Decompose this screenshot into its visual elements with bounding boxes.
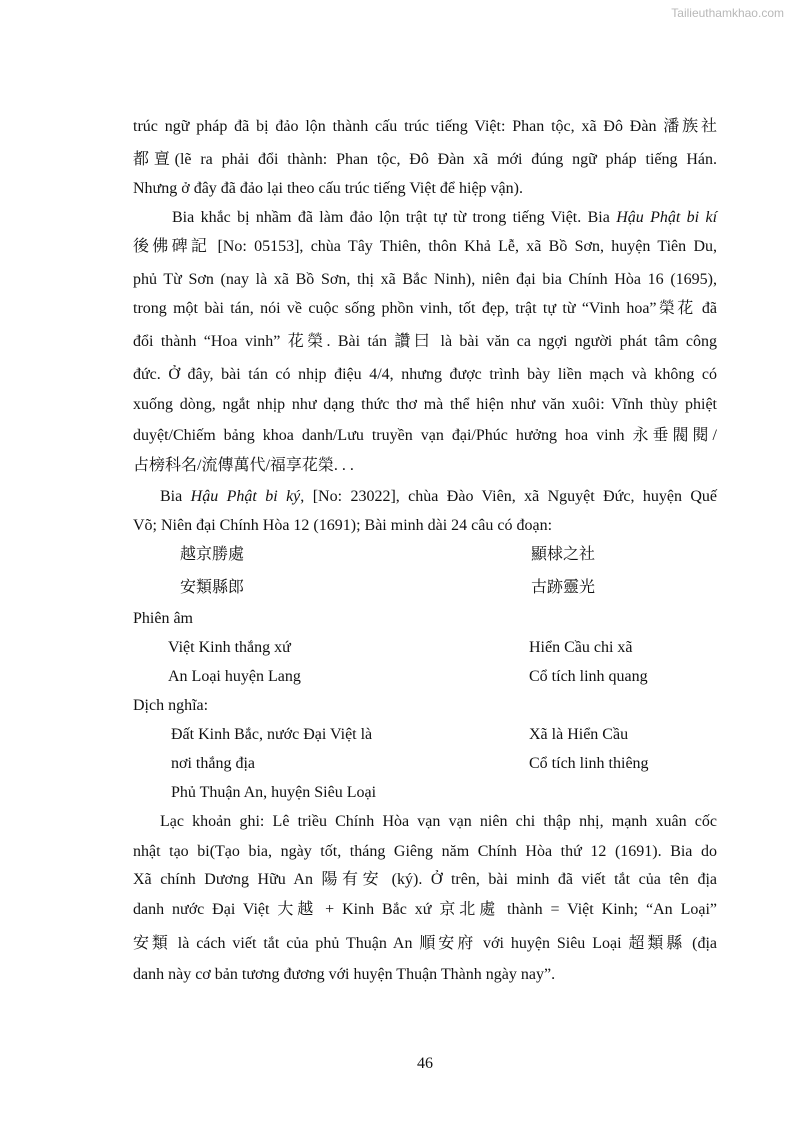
text-line: [133, 149, 717, 171]
text-segment: Lạc khoản ghi: Lê triều Chính Hòa vạn vạn niên chi thập nhị, mạnh xuân cốc: [160, 813, 717, 830]
text-segment: 安類縣郎: [180, 579, 245, 596]
text-segment: trong một bài tán, nói về cuộc sống phồn vinh, tốt đẹp, trật tự từ “Vinh hoa”榮花 đã: [133, 300, 717, 317]
text-line: [133, 236, 717, 258]
verse-left: [180, 577, 244, 599]
verse-right: 顯梂之社: [531, 546, 596, 563]
text-line: [133, 933, 717, 955]
text-segment: An Loại huyện Lang: [168, 668, 301, 685]
verse-left: [180, 544, 244, 566]
verse-right: Cổ tích linh thiêng: [529, 755, 649, 772]
text-line: [160, 811, 717, 833]
text-segment: danh nước Đại Việt 大越 + Kinh Bắc xứ 京北處 thành = Việt Kinh; “An Loại”: [133, 901, 717, 918]
text-line: [133, 695, 208, 717]
verse-right: Xã là Hiển Cầu: [529, 726, 629, 743]
text-segment: danh này cơ bản tương đương với huyện Thuận Thành ngày nay”.: [133, 966, 556, 983]
verse-left: [168, 666, 301, 688]
text-segment: Xã chính Dương Hữu An 陽有安 (ký). Ở trên, bài minh đã viết tắt của tên địa: [133, 871, 717, 888]
text-segment: Bia: [160, 488, 191, 505]
text-line: [133, 899, 717, 921]
text-line: [133, 331, 717, 353]
text-line: [133, 964, 555, 986]
text-line: [133, 869, 717, 891]
text-segment: đức. Ở đây, bài tán có nhịp điệu 4/4, nhưng được trình bày liền mạch và không có: [133, 366, 717, 383]
text-segment: Phủ Thuận An, huyện Siêu Loại: [171, 784, 377, 801]
text-segment: , [No: 23022], chùa Đào Viên, xã Nguyệt Đức, huyện Quế: [300, 488, 718, 505]
text-line: [133, 425, 717, 447]
verse-left: [168, 637, 291, 659]
text-line: [133, 515, 552, 537]
text-segment: Võ; Niên đại Chính Hòa 12 (1691); Bài minh dài 24 câu có đoạn:: [133, 517, 553, 534]
text-segment: nơi thắng địa: [171, 755, 255, 772]
text-segment: nhật tạo bi(Tạo bia, ngày tốt, tháng Giêng năm Chính Hòa thứ 12 (1691). Bia do: [133, 843, 717, 860]
text-segment: Việt Kinh thắng xứ: [168, 639, 291, 656]
text-segment: Nhưng ở đây đã đảo lại theo cấu trúc tiếng Việt để hiệp vận).: [133, 180, 523, 197]
text-segment: phủ Từ Sơn (nay là xã Bồ Sơn, thị xã Bắc Ninh), niên đại bia Chính Hòa 16 (1695),: [133, 271, 717, 288]
text-segment: Dịch nghĩa:: [133, 697, 209, 714]
text-line: [171, 782, 376, 804]
text-line: [133, 608, 193, 630]
text-segment: duyệt/Chiếm bảng khoa danh/Lưu truyền vạn đại/Phúc hưởng hoa vinh 永垂閥閱/: [133, 427, 717, 444]
text-segment: đổi thành “Hoa vinh” 花榮. Bài tán 讚曰 là bài văn ca ngợi người phát tâm công: [133, 333, 717, 350]
text-segment: 占榜科名/流傳萬代/福享花榮. . .: [133, 457, 354, 474]
text-line: [133, 298, 717, 320]
text-segment: 安類 là cách viết tắt của phủ Thuận An 順安府 với huyện Siêu Loại 超類縣 (địa: [133, 935, 717, 952]
text-line: [133, 269, 717, 291]
text-segment: Đất Kinh Bắc, nước Đại Việt là: [171, 726, 373, 743]
text-line: [133, 116, 717, 138]
watermark: Tailieuthamkhao.com: [671, 6, 784, 20]
verse-right: 古跡靈光: [531, 579, 596, 596]
text-line: [133, 841, 717, 863]
text-segment: Bia khắc bị nhầm đã làm đảo lộn trật tự từ trong tiếng Việt. Bia: [172, 209, 617, 226]
text-segment: 都亶(lẽ ra phải đổi thành: Phan tộc, Đô Đàn xã mới đúng ngữ pháp tiếng Hán.: [133, 151, 717, 168]
text-segment: xuống dòng, ngắt nhịp như dạng thức thơ mà thể hiện như văn xuôi: Vĩnh thùy phiệt: [133, 396, 717, 413]
verse-right: Cổ tích linh quang: [529, 668, 648, 685]
text-line: [133, 455, 354, 477]
verse-right: Hiển Cầu chi xã: [529, 639, 633, 656]
text-line: [160, 486, 717, 508]
text-line: [133, 394, 717, 416]
inscription-title: Hậu Phật bi ký: [190, 488, 301, 505]
verse-left: [171, 724, 372, 746]
text-segment: 後佛碑記 [No: 05153], chùa Tây Thiên, thôn Khả Lễ, xã Bồ Sơn, huyện Tiên Du,: [133, 238, 717, 255]
inscription-title: Hậu Phật bi kí: [616, 209, 718, 226]
verse-left: [171, 753, 255, 775]
text-segment: Phiên âm: [133, 610, 193, 627]
text-line: [172, 207, 717, 229]
text-segment: 越京勝處: [180, 546, 245, 563]
text-line: [133, 364, 717, 386]
text-segment: trúc ngữ pháp đã bị đảo lộn thành cấu trúc tiếng Việt: Phan tộc, xã Đô Đàn 潘族社: [133, 118, 717, 135]
page-number: 46: [417, 1055, 433, 1072]
text-line: [133, 178, 523, 200]
